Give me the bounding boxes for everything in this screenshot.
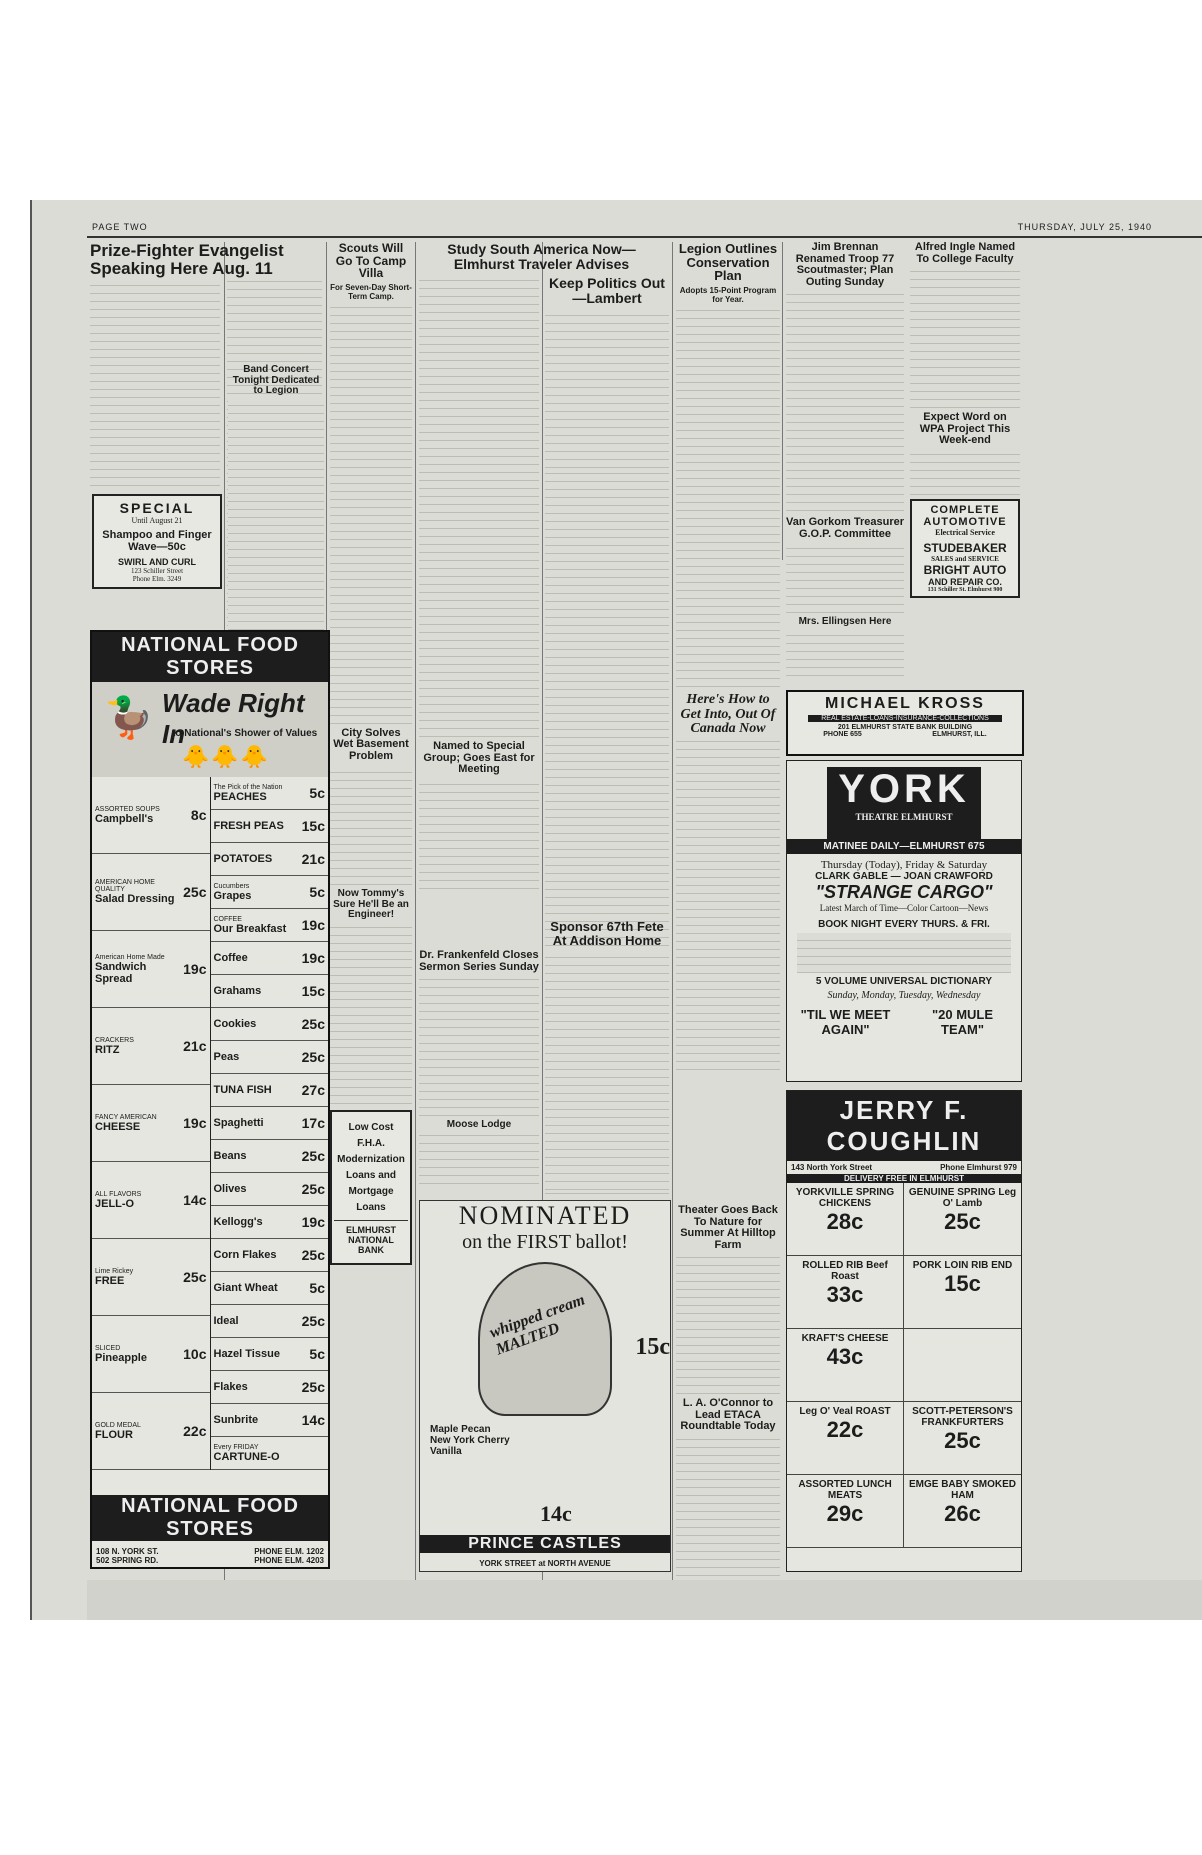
item-price: 10c xyxy=(183,1346,207,1362)
item-price: 25c xyxy=(301,1049,325,1065)
ad-slogan: Wade Right In xyxy=(162,688,305,749)
grocery-item xyxy=(211,1074,329,1107)
product-name: whipped cream MALTED xyxy=(487,1291,588,1359)
item-price: 25c xyxy=(301,1379,325,1395)
article-headline: Van Gorkom Treasurer G.O.P. Committee xyxy=(786,516,904,540)
column-divider xyxy=(782,242,783,560)
grocery-item xyxy=(211,1338,329,1371)
meat-price: 25c xyxy=(944,1428,981,1453)
item-price: 25c xyxy=(301,1016,325,1032)
swirl-curl-ad xyxy=(92,494,222,589)
item-price: 27c xyxy=(301,1082,325,1098)
ad-until: Until August 21 xyxy=(131,515,183,525)
article-headline: Jim Brennan Renamed Troop 77 Scoutmaster; Plan Outing Sunday xyxy=(795,241,895,288)
flavor: New York Cherry xyxy=(430,1435,510,1446)
grocery-item xyxy=(211,975,329,1008)
meat-row xyxy=(787,1329,1021,1402)
item-name: Hazel Tissue xyxy=(213,1348,280,1360)
meat-price: 15c xyxy=(944,1271,981,1296)
item-price: 17c xyxy=(301,1115,325,1131)
item-name: Peas xyxy=(213,1051,240,1063)
item-name: Salad Dressing xyxy=(95,893,175,905)
header-rule xyxy=(87,236,1202,238)
bright-auto-ad xyxy=(910,499,1020,598)
ad-title: JERRY F. COUGHLIN xyxy=(826,1095,982,1156)
grocery-item xyxy=(211,909,329,942)
article-body xyxy=(676,740,780,1070)
ad-footer: NATIONAL FOOD STORES xyxy=(92,1495,328,1541)
article-headline: Named to Special Group; Goes East for Meeting xyxy=(423,740,535,776)
delivery-line: DELIVERY FREE IN ELMHURST xyxy=(787,1174,1021,1183)
grocery-item xyxy=(211,1371,329,1404)
item-name: TUNA FISH xyxy=(213,1084,272,1096)
article-headline: Here's How to Get Into, Out Of Canada Now xyxy=(680,691,776,737)
meat-name: ROLLED RIB Beef Roast xyxy=(802,1260,888,1282)
bank-ad xyxy=(330,1110,412,1265)
grocery-item xyxy=(211,843,329,876)
item-name: Ideal xyxy=(213,1315,239,1327)
item-name: RITZ xyxy=(95,1043,120,1056)
item-name: Beans xyxy=(213,1150,247,1162)
grocery-item xyxy=(211,1239,329,1272)
item-name: CHEESE xyxy=(95,1120,141,1133)
item-detail: GOLD MEDAL xyxy=(95,1421,141,1429)
item-price: 21c xyxy=(301,851,325,867)
item-name: POTATOES xyxy=(213,853,273,865)
flavor: Vanilla xyxy=(430,1446,462,1457)
article-headline: Moose Lodge xyxy=(446,1119,512,1131)
item-detail: SLICED xyxy=(95,1344,121,1352)
store-name: PRINCE CASTLES xyxy=(420,1535,670,1553)
column-6 xyxy=(786,242,904,682)
article-headline: Prize-Fighter Evangelist Speaking Here Aug. 11 xyxy=(90,241,284,278)
ad-title: SPECIAL xyxy=(119,499,195,516)
item-price: 19c xyxy=(183,961,207,977)
article-headline: City Solves Wet Basement Problem xyxy=(333,726,409,762)
ad-line: Electrical Service xyxy=(935,527,995,537)
national-food-stores-ad xyxy=(90,630,330,1569)
item-name: Campbell's xyxy=(95,812,154,825)
column-5-lower xyxy=(676,1205,780,1565)
item-name: JELL-O xyxy=(95,1197,135,1210)
store-address: 108 N. YORK ST. xyxy=(96,1547,159,1556)
ad-title: NOMINATED xyxy=(458,1201,632,1230)
dictionary: 5 VOLUME UNIVERSAL DICTIONARY xyxy=(815,976,993,987)
newspaper-page xyxy=(30,200,1202,1620)
promo-text xyxy=(797,933,1011,973)
ad-phone: Phone Elmhurst 979 xyxy=(940,1163,1017,1172)
grocery-item xyxy=(92,777,210,854)
meat-price: 33c xyxy=(826,1282,864,1307)
grocery-item xyxy=(211,810,329,843)
item-name: CARTUNE-O xyxy=(213,1450,280,1463)
coughlin-ad xyxy=(786,1090,1022,1572)
page-number: PAGE TWO xyxy=(92,222,148,232)
column-5-addison xyxy=(545,920,669,1210)
film-title: "TIL WE MEET AGAIN" xyxy=(800,1007,891,1037)
article-subhead: Adopts 15-Point Program for Year. xyxy=(679,285,777,304)
item-price: 19c xyxy=(301,950,325,966)
item-detail: AMERICAN HOME QUALITY xyxy=(95,879,155,893)
item-detail: Cucumbers xyxy=(213,882,250,890)
kross-ad xyxy=(786,690,1024,756)
store-phone: PHONE ELM. 4203 xyxy=(254,1556,324,1565)
article-headline: Study South America Now—Elmhurst Traveler Advises xyxy=(447,241,636,272)
ad-phone: Phone Elm. 3249 xyxy=(132,574,182,583)
ad-slogan-2: to National's Shower of Values xyxy=(172,728,318,739)
item-price: 14c xyxy=(301,1412,325,1428)
ad-line: AUTOMOTIVE xyxy=(923,515,1007,528)
item-name: Kellogg's xyxy=(213,1216,263,1228)
grocery-item xyxy=(211,1140,329,1173)
article-body xyxy=(676,1254,780,1394)
article-headline: Mrs. Ellingsen Here xyxy=(798,616,892,628)
article-headline: Alfred Ingle Named To College Faculty xyxy=(914,241,1016,265)
book-night: BOOK NIGHT EVERY THURS. & FRI. xyxy=(818,919,990,930)
grocery-item xyxy=(211,1272,329,1305)
item-price: 19c xyxy=(301,1214,325,1230)
york-theatre-ad xyxy=(786,760,1022,1082)
article-body xyxy=(786,631,904,676)
film-extra: Latest March of Time—Color Cartoon—News xyxy=(819,903,989,913)
grocery-item xyxy=(92,854,210,931)
grocery-item xyxy=(92,1393,210,1470)
ad-title: NATIONAL FOOD STORES xyxy=(92,632,328,682)
item-detail: COFFEE xyxy=(213,915,242,923)
grocery-item xyxy=(211,1437,329,1470)
left-items xyxy=(92,777,211,1470)
item-name: FLOUR xyxy=(95,1428,133,1441)
item-name: Giant Wheat xyxy=(213,1282,278,1294)
ad-line: REAL ESTATE-LOANS-INSURANCE-COLLECTIONS xyxy=(808,715,1002,722)
ad-address: 201 ELMHURST STATE BANK BUILDING xyxy=(837,724,973,731)
item-name: Grahams xyxy=(213,985,262,997)
ad-bank: ELMHURST NATIONAL BANK xyxy=(346,1224,396,1255)
article-body xyxy=(330,924,412,1104)
column-4b xyxy=(545,268,669,468)
meat-name: YORKVILLE SPRING CHICKENS xyxy=(795,1187,895,1209)
meat-name: PORK LOIN RIB END xyxy=(912,1260,1013,1271)
item-price: 19c xyxy=(301,917,325,933)
article-body xyxy=(545,950,669,1190)
product-price: 15c xyxy=(635,1334,670,1360)
article-body xyxy=(330,765,412,885)
article-headline: Scouts Will Go To Camp Villa xyxy=(335,241,407,281)
column-divider xyxy=(415,242,416,1580)
article-body xyxy=(676,1436,780,1576)
article-headline: Band Concert Tonight Dedicated to Legion xyxy=(232,364,320,396)
theatre-sub: THEATRE ELMHURST xyxy=(855,812,953,822)
item-name: Spaghetti xyxy=(213,1117,264,1129)
item-detail: FANCY AMERICAN xyxy=(95,1113,157,1121)
item-price: 25c xyxy=(301,1313,325,1329)
grocery-item xyxy=(211,1107,329,1140)
item-name: Sunbrite xyxy=(213,1414,259,1426)
item-name: Cookies xyxy=(213,1018,257,1030)
article-body xyxy=(786,291,904,511)
article-body xyxy=(786,543,904,613)
article-headline: Expect Word on WPA Project This Week-end xyxy=(919,411,1011,447)
grocery-item xyxy=(211,1041,329,1074)
ad-line: AND REPAIR CO. xyxy=(928,576,1002,587)
show-dates-2: Sunday, Monday, Tuesday, Wednesday xyxy=(827,990,981,1001)
meat-price: 25c xyxy=(944,1209,981,1234)
meat-name: KRAFT'S CHEESE xyxy=(801,1333,889,1344)
item-name: Flakes xyxy=(213,1381,248,1393)
article-headline: Dr. Frankenfeld Closes Sermon Series Sunday xyxy=(419,949,539,973)
ad-address: 123 Schiller Street xyxy=(130,566,184,575)
ad-title: MICHAEL KROSS xyxy=(825,695,985,712)
ad-phone: PHONE 655 xyxy=(823,731,862,738)
item-name: Sandwich Spread xyxy=(95,960,147,985)
item-name: Olives xyxy=(213,1183,247,1195)
meat-name: SCOTT-PETERSON'S FRANKFURTERS xyxy=(912,1406,1013,1428)
ducks-illustration xyxy=(92,682,328,777)
column-divider xyxy=(672,242,673,1580)
item-name: FREE xyxy=(95,1274,125,1287)
flavor: Maple Pecan xyxy=(430,1424,491,1435)
article-body xyxy=(910,450,1020,495)
stars: CLARK GABLE — JOAN CRAWFORD xyxy=(815,871,993,882)
ad-line: 131 Schiller St. Elmhurst 900 xyxy=(927,586,1003,593)
meat-name: ASSORTED LUNCH MEATS xyxy=(798,1479,892,1501)
article-headline: Sponsor 67th Fete At Addison Home xyxy=(550,919,664,948)
column-4-lower xyxy=(419,950,539,1190)
item-price: 25c xyxy=(183,1269,207,1285)
article-body xyxy=(419,779,539,889)
ad-loans: Low Cost F.H.A. Modernization Loans and Mortgage Loans xyxy=(337,1121,405,1213)
item-name: PEACHES xyxy=(213,790,267,803)
grocery-item xyxy=(211,1008,329,1041)
duckling-icons: 🐥🐥🐥 xyxy=(182,744,271,769)
duck-icon: 🦆 xyxy=(104,695,154,740)
meat-price: 22c xyxy=(826,1417,864,1442)
column-3 xyxy=(330,242,412,1552)
meat-price: 28c xyxy=(826,1209,864,1234)
page-margin xyxy=(87,1580,1202,1620)
item-price: 22c xyxy=(183,1423,207,1439)
item-price: 25c xyxy=(301,1148,325,1164)
meat-row xyxy=(787,1402,1021,1475)
meat-row xyxy=(787,1256,1021,1329)
matinee-line: MATINEE DAILY—ELMHURST 675 xyxy=(787,839,1021,854)
item-price: 25c xyxy=(183,884,207,900)
theatre-name: YORK xyxy=(838,767,970,811)
store-phone: PHONE ELM. 1202 xyxy=(254,1547,324,1556)
item-name: Our Breakfast xyxy=(213,922,287,935)
item-price: 19c xyxy=(183,1115,207,1131)
column-7 xyxy=(910,242,1020,682)
item-price: 5c xyxy=(309,1346,325,1362)
meat-price: 26c xyxy=(944,1501,981,1526)
item-detail: ASSORTED SOUPS xyxy=(95,805,160,813)
item-name: Corn Flakes xyxy=(213,1249,277,1261)
item-price: 25c xyxy=(301,1247,325,1263)
item-price: 5c xyxy=(309,1280,325,1296)
article-body xyxy=(676,307,780,687)
store-address: 502 SPRING RD. xyxy=(96,1556,159,1565)
flavor-price: 14c xyxy=(540,1501,572,1526)
grocery-item xyxy=(92,1008,210,1085)
ad-city: ELMHURST, ILL. xyxy=(932,731,987,738)
article-headline: Now Tommy's Sure He'll Be an Engineer! xyxy=(333,888,409,921)
film-title: "STRANGE CARGO" xyxy=(815,882,993,902)
article-subhead: For Seven-Day Short-Term Camp. xyxy=(330,282,412,301)
theatre-logo xyxy=(827,767,981,839)
ad-address: 143 North York Street xyxy=(791,1163,873,1172)
grocery-item xyxy=(92,1085,210,1162)
article-body xyxy=(419,1134,539,1184)
grocery-item xyxy=(92,1239,210,1316)
article-body xyxy=(330,304,412,724)
ad-line: COMPLETE xyxy=(930,503,1000,516)
item-detail: ALL FLAVORS xyxy=(95,1190,142,1198)
article-body xyxy=(419,277,539,737)
article-headline: Legion Outlines Conservation Plan xyxy=(678,241,778,284)
item-name: Grapes xyxy=(213,889,252,902)
ad-line: SALES and SERVICE xyxy=(931,554,999,563)
meat-price: 43c xyxy=(826,1344,864,1369)
ad-offer: Shampoo and Finger Wave—50c xyxy=(102,528,212,553)
grocery-item xyxy=(211,1404,329,1437)
ad-banner xyxy=(787,1091,1021,1161)
meat-name: Leg O' Veal ROAST xyxy=(799,1406,891,1417)
item-detail: Every FRIDAY xyxy=(213,1443,259,1451)
item-price: 21c xyxy=(183,1038,207,1054)
page-header xyxy=(92,222,1192,236)
meat-name: EMGE BABY SMOKED HAM xyxy=(908,1479,1017,1501)
item-detail: Lime Rickey xyxy=(95,1267,134,1275)
item-price: 8c xyxy=(190,807,207,823)
item-name: Pineapple xyxy=(95,1351,147,1364)
item-name: FRESH PEAS xyxy=(213,820,284,832)
meat-row xyxy=(787,1475,1021,1548)
right-items xyxy=(211,777,329,1470)
grocery-item xyxy=(211,942,329,975)
item-detail: CRACKERS xyxy=(95,1036,134,1044)
grocery-item xyxy=(211,777,329,810)
article-body xyxy=(90,281,220,486)
item-price: 5c xyxy=(309,884,325,900)
item-name: Coffee xyxy=(213,952,248,964)
item-price: 15c xyxy=(301,818,325,834)
ad-subtitle: on the FIRST ballot! xyxy=(462,1231,628,1253)
meat-price: 29c xyxy=(826,1501,864,1526)
ad-shop: SWIRL AND CURL xyxy=(118,556,196,567)
page-date: THURSDAY, JULY 25, 1940 xyxy=(1017,222,1152,232)
article-body xyxy=(419,976,539,1116)
article-body xyxy=(228,400,324,630)
grocery-item xyxy=(211,876,329,909)
meat-row xyxy=(787,1183,1021,1256)
ad-line: BRIGHT AUTO xyxy=(923,562,1007,577)
grocery-item xyxy=(211,1173,329,1206)
store-address: YORK STREET at NORTH AVENUE xyxy=(479,1559,611,1568)
article-headline: L. A. O'Connor to Lead ETACA Roundtable Today xyxy=(680,1397,776,1433)
film-title: "20 MULE TEAM" xyxy=(931,1007,994,1037)
prince-castles-ad xyxy=(419,1200,671,1572)
article-headline: Keep Politics Out—Lambert xyxy=(549,275,665,306)
ad-line: STUDEBAKER xyxy=(923,540,1007,555)
grocery-item xyxy=(211,1206,329,1239)
malted-cup-icon xyxy=(478,1262,670,1416)
item-price: 15c xyxy=(301,983,325,999)
show-dates: Thursday (Today), Friday & Saturday xyxy=(820,859,988,871)
item-price: 5c xyxy=(309,785,325,801)
article-body xyxy=(910,268,1020,408)
grocery-item xyxy=(92,1162,210,1239)
meat-name: GENUINE SPRING Leg O' Lamb xyxy=(908,1187,1017,1209)
item-price: 25c xyxy=(301,1181,325,1197)
grocery-item xyxy=(211,1305,329,1338)
article-headline: Theater Goes Back To Nature for Summer At Hilltop Farm xyxy=(678,1204,778,1251)
grocery-item xyxy=(92,1316,210,1393)
item-price: 14c xyxy=(183,1192,207,1208)
item-detail: The Pick of the Nation xyxy=(213,783,283,791)
grocery-item xyxy=(92,931,210,1008)
item-detail: American Home Made xyxy=(95,953,165,961)
meat-items xyxy=(787,1183,1021,1548)
